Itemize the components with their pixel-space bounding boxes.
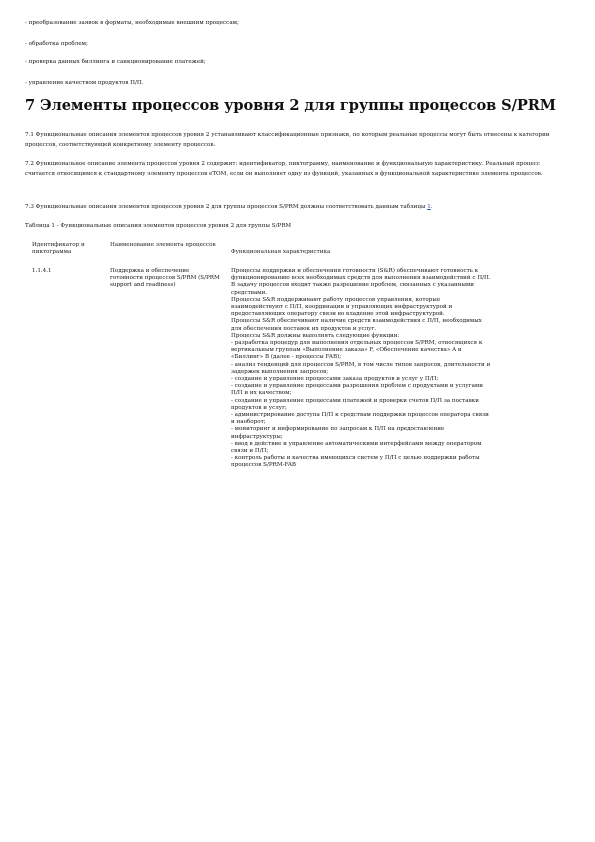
- table-caption: Таблица 1 - Функциональные описания элементов процессов уровня 2 для группы S/PRM: [25, 223, 292, 229]
- bullet-item: - проверка данных биллинга и санкционирование платежей;: [25, 59, 206, 65]
- function-line: Процессы S&R должны выполнять следующие функции:: [231, 332, 400, 339]
- function-line: задержек выполнения запросов;: [231, 368, 329, 375]
- function-line: средствами.: [231, 289, 268, 296]
- function-line: связи и П/П;: [231, 448, 269, 455]
- bullet-item: - обработка проблем;: [25, 41, 88, 47]
- function-line: взаимодействуют с П/П, координации и управляющих инфраструктурой и: [231, 304, 453, 311]
- function-line: - разработка процедур для выполнения отдельных процессов S/PRM, относящихся к: [231, 340, 483, 347]
- function-line: и наоборот;: [231, 419, 266, 426]
- header-name: Наименование элемента процессов: [110, 242, 216, 248]
- function-line: - контроль работы и качества имеющихся систем у П/П с целью поддержки работы: [231, 455, 480, 462]
- bullet-item: - преобразование заявок в форматы, необходимые внешним процессам;: [25, 20, 239, 26]
- header-function: Функциональная характеристика: [231, 249, 331, 255]
- function-line: - мониторинг и информирование по запросам к П/П на предоставление: [231, 426, 445, 433]
- function-line: - создание и управление процессами разрешения проблем с продуктами и услугами: [231, 383, 483, 390]
- table-1-link[interactable]: 1: [427, 204, 431, 210]
- cell-function: [231, 268, 571, 470]
- paragraph-7-3-text: 7.3 Функциональные описания элементов процессов уровня 2 для группы процессов S/PRM должны соответствовать данным таблицы: [25, 204, 428, 210]
- cell-id: 1.1.4.1: [32, 268, 52, 274]
- function-line: инфраструктуры;: [231, 433, 283, 440]
- function-line: Процессы поддержки и обеспечения готовности (S&R) обеспечивают готовность к: [231, 268, 479, 274]
- function-line: Процессы S&R поддерживают работу процессов управления, которые: [231, 296, 441, 303]
- bullet-item: - управление качеством продуктов П/П.: [25, 80, 144, 86]
- paragraph-7-2: 7.2 Функциональное описание элемента процессов уровня 2 содержит: идентификатор, пиктограмму, наименование и функциональную характеристику. Реальный процесс считается относящимся к стандартному элементу процессов eTOM, если он выполняет одну из функций, указанных в функциональной характеристике элемента процессов.: [25, 161, 543, 177]
- function-line: предоставляющих оператору связи во владение этой инфраструктурой.: [231, 311, 445, 318]
- paragraph-7-1: 7.1 Функциональные описания элементов процессов уровня 2 устанавливают классификационные признаки, по которым реальные процессы могут быть отнесены к категории процессов, соответствующей конкретному элементу процессов.: [25, 132, 550, 148]
- function-line: - администрирование доступа П/П к средствам поддержки процессов оператора связи: [231, 412, 489, 419]
- function-line: - создание и управление процессами платежей и проверки счетов П/П за поставки: [231, 397, 479, 404]
- paragraph-7-3-end: .: [430, 204, 433, 210]
- function-line: Процессы S&R обеспечивают наличие средств взаимодействия с П/П, необходимых: [231, 318, 482, 325]
- function-line: процессов S/PRM-FAB: [231, 462, 296, 469]
- function-line: - ввод в действие и управление автоматическими интерфейсами между оператором: [231, 440, 482, 447]
- function-line: «Биллинг» B (далее - процессы FAB);: [231, 354, 342, 361]
- section-heading: 7 Элементы процессов уровня 2 для группы процессов S/PRM: [25, 97, 556, 114]
- function-line: для обеспечения поставок их продуктов и услуг.: [231, 325, 377, 332]
- function-line: В задачу процессов входит также разрешение проблем, связанных с указанными: [231, 282, 475, 289]
- header-id: Идентификатор и пиктограмма: [32, 242, 85, 256]
- function-line: - создание и управление процессами заказа продуктов и услуг у П/П;: [231, 376, 439, 383]
- function-line: - анализ тенденций для процессов S/PRM, в том числе типов запросов, длительности и: [231, 361, 491, 368]
- function-line: П/П и их качеством;: [231, 390, 292, 397]
- function-line: функционированию всех необходимых средств для выполнения взаимодействий с П/П.: [231, 275, 491, 282]
- function-line: продуктов и услуг;: [231, 404, 287, 411]
- cell-name: Поддержка и обеспечение готовности процессов S/PRM (S/PRM support and readiness): [110, 268, 220, 289]
- function-line: вертикальным группам «Выполнение заказа» F, «Обеспечение качества» A и: [231, 347, 462, 354]
- paragraph-7-3: [25, 203, 565, 213]
